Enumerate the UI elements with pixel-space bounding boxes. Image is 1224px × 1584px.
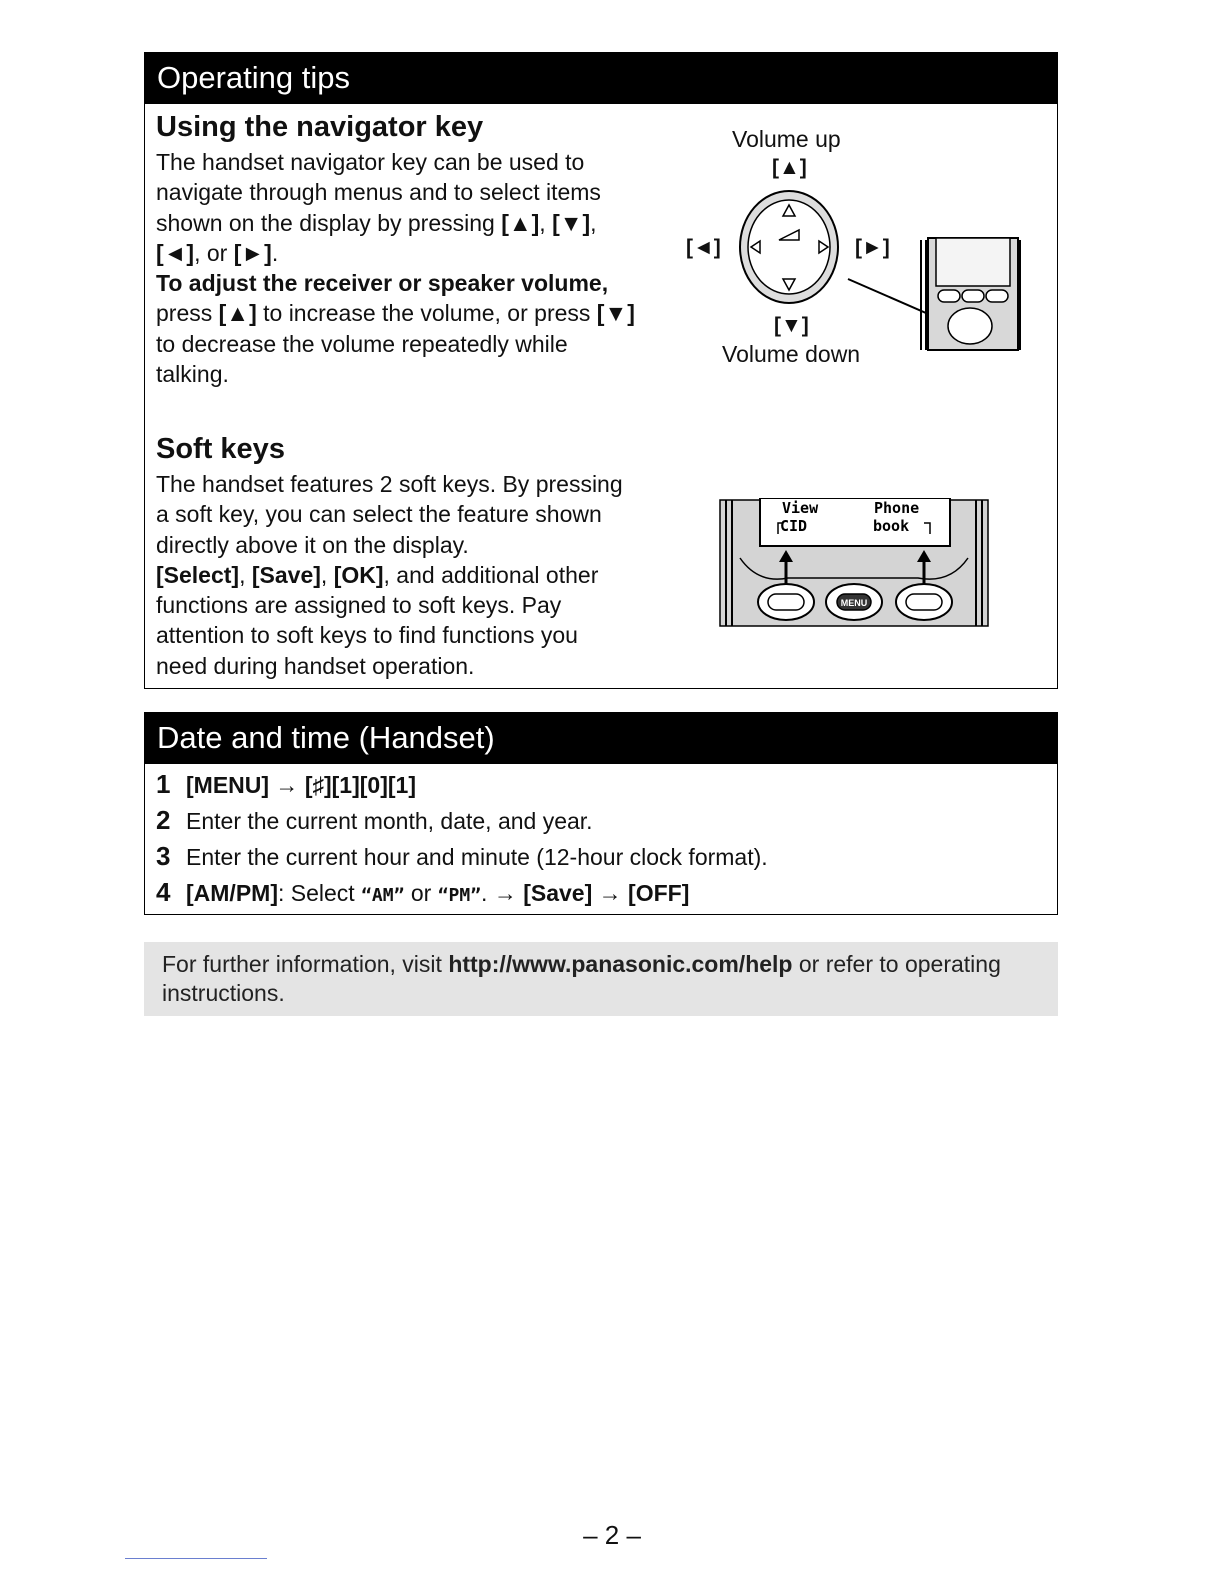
- further-info-box: For further information, visit http://www.panasonic.com/help or refer to operating instructions.: [144, 942, 1058, 1016]
- soft-label-book: book: [873, 517, 910, 535]
- soft-label-phone: Phone: [874, 499, 920, 517]
- step-3: 3 Enter the current hour and minute (12-hour clock format).: [156, 841, 768, 871]
- soft-keys-heading: Soft keys: [156, 433, 285, 465]
- help-link[interactable]: http://www.panasonic.com/help: [448, 951, 793, 977]
- date-time-header: Date and time (Handset): [144, 712, 1058, 764]
- step-1: 1 [MENU] → [♯][1][0][1]: [156, 769, 416, 799]
- navigator-text: The handset navigator key can be used to navigate through menus and to select items shown on the display by pressing [▲], [▼], [◄], or [►]. To adjust the receiver or speaker volume, press [▲] to increase the volume, or press [▼] to decrease the volume repeatedly while talking.: [156, 149, 635, 388]
- volume-up-label: Volume up: [732, 126, 841, 152]
- soft-label-cid: CID: [780, 517, 808, 535]
- volume-down-label: Volume down: [722, 341, 861, 367]
- navigator-key-illustration: [690, 180, 1030, 360]
- operating-tips-header: Operating tips: [144, 52, 1058, 104]
- footer-rule: [125, 1558, 267, 1559]
- diagram-key-left: [◄]: [686, 236, 721, 259]
- step-2: 2 Enter the current month, date, and year.: [156, 805, 593, 835]
- soft-label-view: View: [782, 499, 819, 517]
- step-4: 4 [AM/PM]: Select “AM” or “PM”. → [Save] → [OFF]: [156, 877, 690, 907]
- menu-key-label: MENU: [840, 598, 868, 608]
- diagram-key-down: [▼]: [774, 314, 809, 337]
- page-number: – 2 –: [583, 1520, 641, 1550]
- soft-keys-illustration: [718, 498, 990, 628]
- navigator-heading: Using the navigator key: [156, 111, 484, 143]
- diagram-key-right: [►]: [855, 236, 890, 259]
- diagram-key-up: [▲]: [772, 156, 807, 179]
- date-time-steps: [156, 766, 768, 910]
- soft-keys-text: The handset features 2 soft keys. By pressing a soft key, you can select the feature shown directly above it on the display. [Select], [Save], [OK], and additional other functions are assigned to soft keys. Pay attention to soft keys to find functions you need during handset operation.: [156, 471, 623, 679]
